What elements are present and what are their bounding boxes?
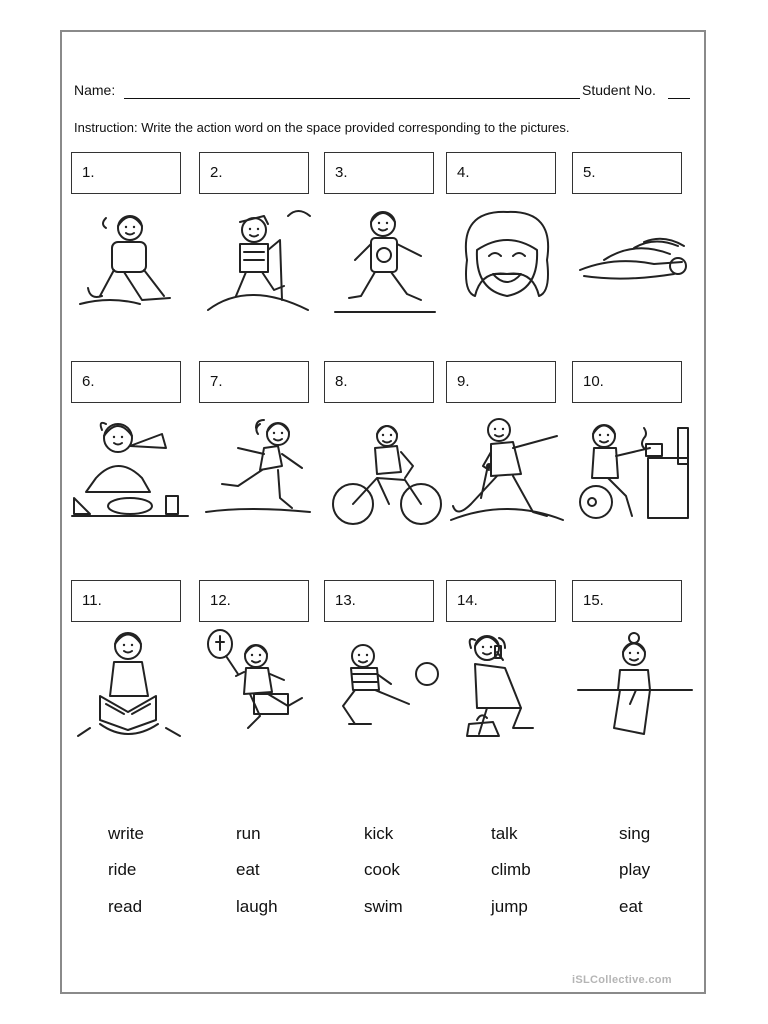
- answer-box-7[interactable]: 7.: [199, 361, 309, 403]
- word-bank-item: run: [236, 824, 261, 843]
- woman-talking-phone-picture: [447, 624, 567, 744]
- word-bank-item: sing: [619, 824, 651, 843]
- girl-running-picture: [198, 408, 318, 528]
- name-input-line[interactable]: [124, 98, 580, 99]
- word-bank-item: cook: [364, 860, 400, 879]
- boy-singing-picture: [447, 408, 567, 528]
- girl-eating-picture: [70, 408, 190, 528]
- word-bank-item: talk: [491, 824, 518, 843]
- girl-laughing-picture: [447, 200, 567, 320]
- word-bank-item: read: [108, 897, 143, 916]
- boy-kicking-ball-picture: [325, 624, 445, 744]
- answer-box-2[interactable]: 2.: [199, 152, 309, 194]
- boy-riding-bike-picture: [325, 408, 445, 528]
- word-bank-item: laugh: [236, 897, 278, 916]
- answer-box-8[interactable]: 8.: [324, 361, 434, 403]
- word-bank-item: climb: [491, 860, 531, 879]
- answer-box-11[interactable]: 11.: [71, 580, 181, 622]
- answer-box-5[interactable]: 5.: [572, 152, 682, 194]
- word-bank-item: play: [619, 860, 651, 879]
- answer-box-13[interactable]: 13.: [324, 580, 434, 622]
- answer-box-4[interactable]: 4.: [446, 152, 556, 194]
- answer-box-15[interactable]: 15.: [572, 580, 682, 622]
- answer-box-6[interactable]: 6.: [71, 361, 181, 403]
- answer-box-12[interactable]: 12.: [199, 580, 309, 622]
- boy-climbing-picture: [198, 200, 318, 320]
- boy-reading-picture: [70, 624, 190, 744]
- instruction-text: Instruction: Write the action word on the space provided corresponding to the pictures.: [74, 120, 570, 135]
- word-bank-item: kick: [364, 824, 394, 843]
- word-bank-item: eat: [236, 860, 260, 879]
- girl-playing-tennis-picture: [198, 624, 318, 744]
- answer-box-9[interactable]: 9.: [446, 361, 556, 403]
- word-bank-item: ride: [108, 860, 137, 879]
- name-row: [74, 80, 690, 104]
- word-bank-item: write: [108, 824, 144, 843]
- student-number-label: Student No.: [582, 82, 656, 98]
- boy-running-picture: [325, 200, 445, 320]
- word-bank-item: swim: [364, 897, 403, 916]
- person-cooking-picture: [574, 408, 694, 528]
- answer-box-10[interactable]: 10.: [572, 361, 682, 403]
- student-number-input-line[interactable]: [668, 98, 690, 99]
- answer-box-1[interactable]: 1.: [71, 152, 181, 194]
- girl-writing-picture: [574, 624, 694, 744]
- word-bank-item: jump: [491, 897, 528, 916]
- watermark: iSLCollective.com: [572, 974, 672, 986]
- word-bank-item: eat: [619, 897, 643, 916]
- girl-sitting-picture: [70, 200, 190, 320]
- name-label: Name:: [74, 82, 116, 98]
- answer-box-14[interactable]: 14.: [446, 580, 556, 622]
- answer-box-3[interactable]: 3.: [324, 152, 434, 194]
- person-swimming-picture: [574, 200, 694, 320]
